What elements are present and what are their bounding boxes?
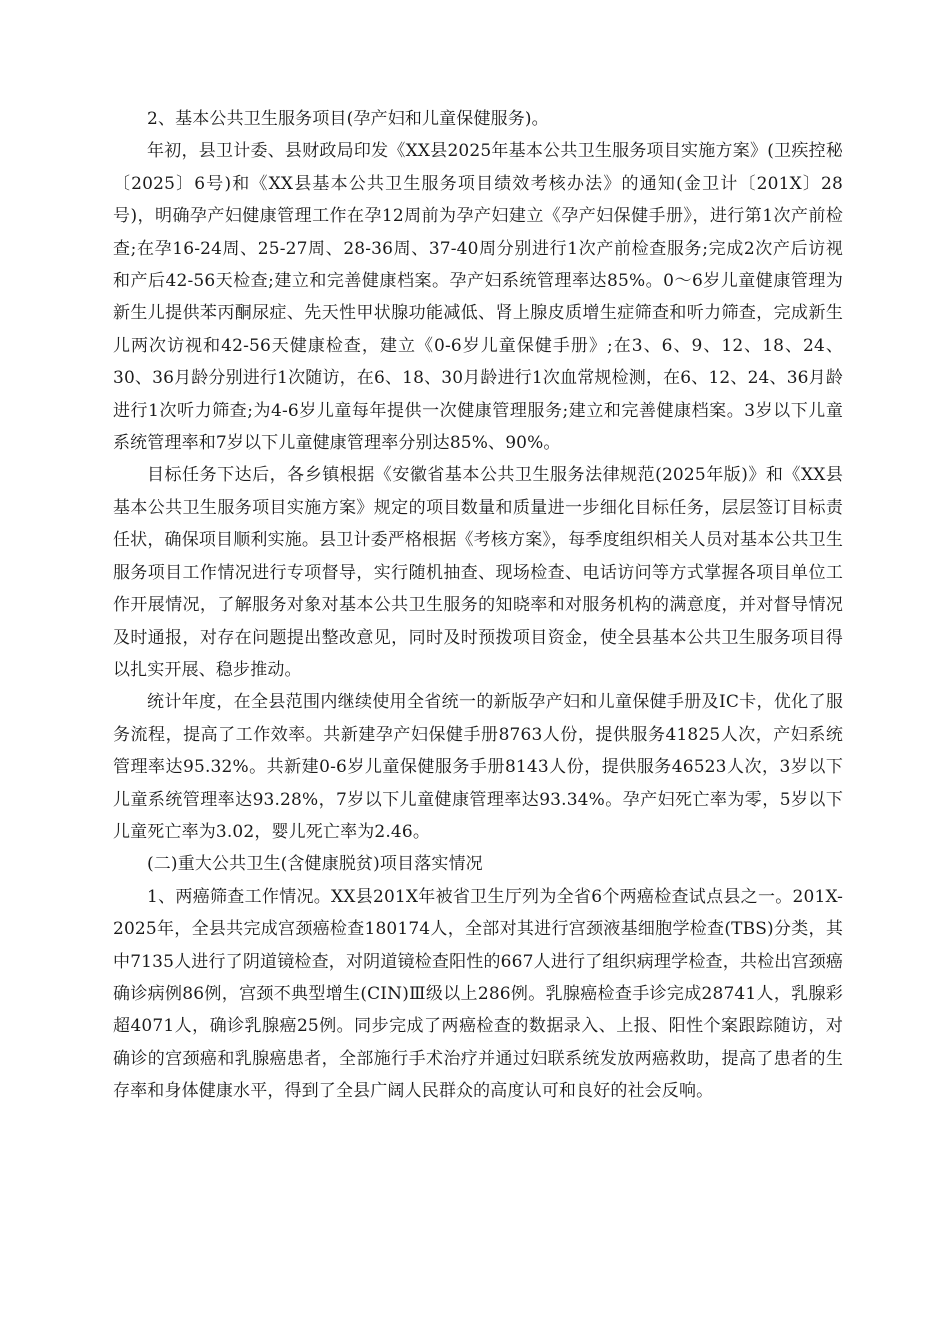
paragraph-cancer-screening: 1、两癌筛查工作情况。XX县201X年被省卫生厅列为全省6个两癌检查试点县之一。201X-2025年，全县共完成宫颈癌检查180174人，全部对其进行宫颈液基细胞学检查(TBS)分类，其中7135人进行了阴道镜检查，对阴道镜检查阳性的667人进行了组织病理学检查，共检出宫颈癌确诊病例86例，宫颈不典型增生(CIN)Ⅲ级以上286例。乳腺癌检查手诊完成28741人，乳腺彩超4071人，确诊乳腺癌25例。同步完成了两癌检查的数据录入、上报、阳性个案跟踪随访，对确诊的宫颈癌和乳腺癌患者，全部施行手术治疗并通过妇联系统发放两癌救助，提高了患者的生存率和身体健康水平，得到了全县广阔人民群众的高度认可和良好的社会反响。 <box>113 886 843 1102</box>
paragraph-target-tasks: 目标任务下达后，各乡镇根据《安徽省基本公共卫生服务法律规范(2025年版)》和《XX县基本公共卫生服务项目实施方案》规定的项目数量和质量进一步细化目标任务，层层签订目标责任状，确保项目顺利实施。县卫计委严格根据《考核方案》，每季度组织相关人员对基本公共卫生服务项目工作情况进行专项督导，实行随机抽查、现场检查、电话访问等方式掌握各项目单位工作开展情况，了解服务对象对基本公共卫生服务的知晓率和对服务机构的满意度，并对督导情况及时通报，对存在问题提出整改意见，同时及时预拨项目资金，使全县基本公共卫生服务项目得以扎实开展、稳步推动。 <box>113 465 843 680</box>
section-heading-basic-public-health: 2、基本公共卫生服务项目(孕产妇和儿童保健服务)。 <box>147 109 549 129</box>
paragraph-statistics: 统计年度，在全县范围内继续使用全省统一的新版孕产妇和儿童保健手册及IC卡，优化了服务流程，提高了工作效率。共新建孕产妇保健手册8763人份，提供服务41825人次，产妇系统管理率达95.32%。共新建0-6岁儿童保健服务手册8143人份，提供服务46523人次，3岁以下儿童系统管理率达93.28%，7岁以下儿童健康管理率达93.34%。孕产妇死亡率为零，5岁以下儿童死亡率为3.02，婴儿死亡率为2.46。 <box>113 692 843 842</box>
document-body <box>113 103 843 1108</box>
section-heading-major-projects: (二)重大公共卫生(含健康脱贫)项目落实情况 <box>147 854 483 875</box>
paragraph-annual-plan: 年初，县卫计委、县财政局印发《XX县2025年基本公共卫生服务项目实施方案》(卫疾控秘〔2025〕6号)和《XX县基本公共卫生服务项目绩效考核办法》的通知(金卫计〔201X〕28号)，明确孕产妇健康管理工作在孕12周前为孕产妇建立《孕产妇保健手册》，进行第1次产前检查;在孕16-24周、25-27周、28-36周、37-40周分别进行1次产前检查服务;完成2次产后访视和产后42-56天检查;建立和完善健康档案。孕产妇系统管理率达85%。0～6岁儿童健康管理为新生儿提供苯丙酮尿症、先天性甲状腺功能减低、肾上腺皮质增生症筛查和听力筛查，完成新生儿两次访视和42-56天健康检查，建立《0-6岁儿童保健手册》;在3、6、9、12、18、24、30、36月龄分别进行1次随访，在6、18、30月龄进行1次血常规检测，在6、12、24、36月龄进行1次听力筛查;为4-6岁儿童每年提供一次健康管理服务;建立和完善健康档案。3岁以下儿童系统管理率和7岁以下儿童健康管理率分别达85%、90%。 <box>113 141 843 454</box>
